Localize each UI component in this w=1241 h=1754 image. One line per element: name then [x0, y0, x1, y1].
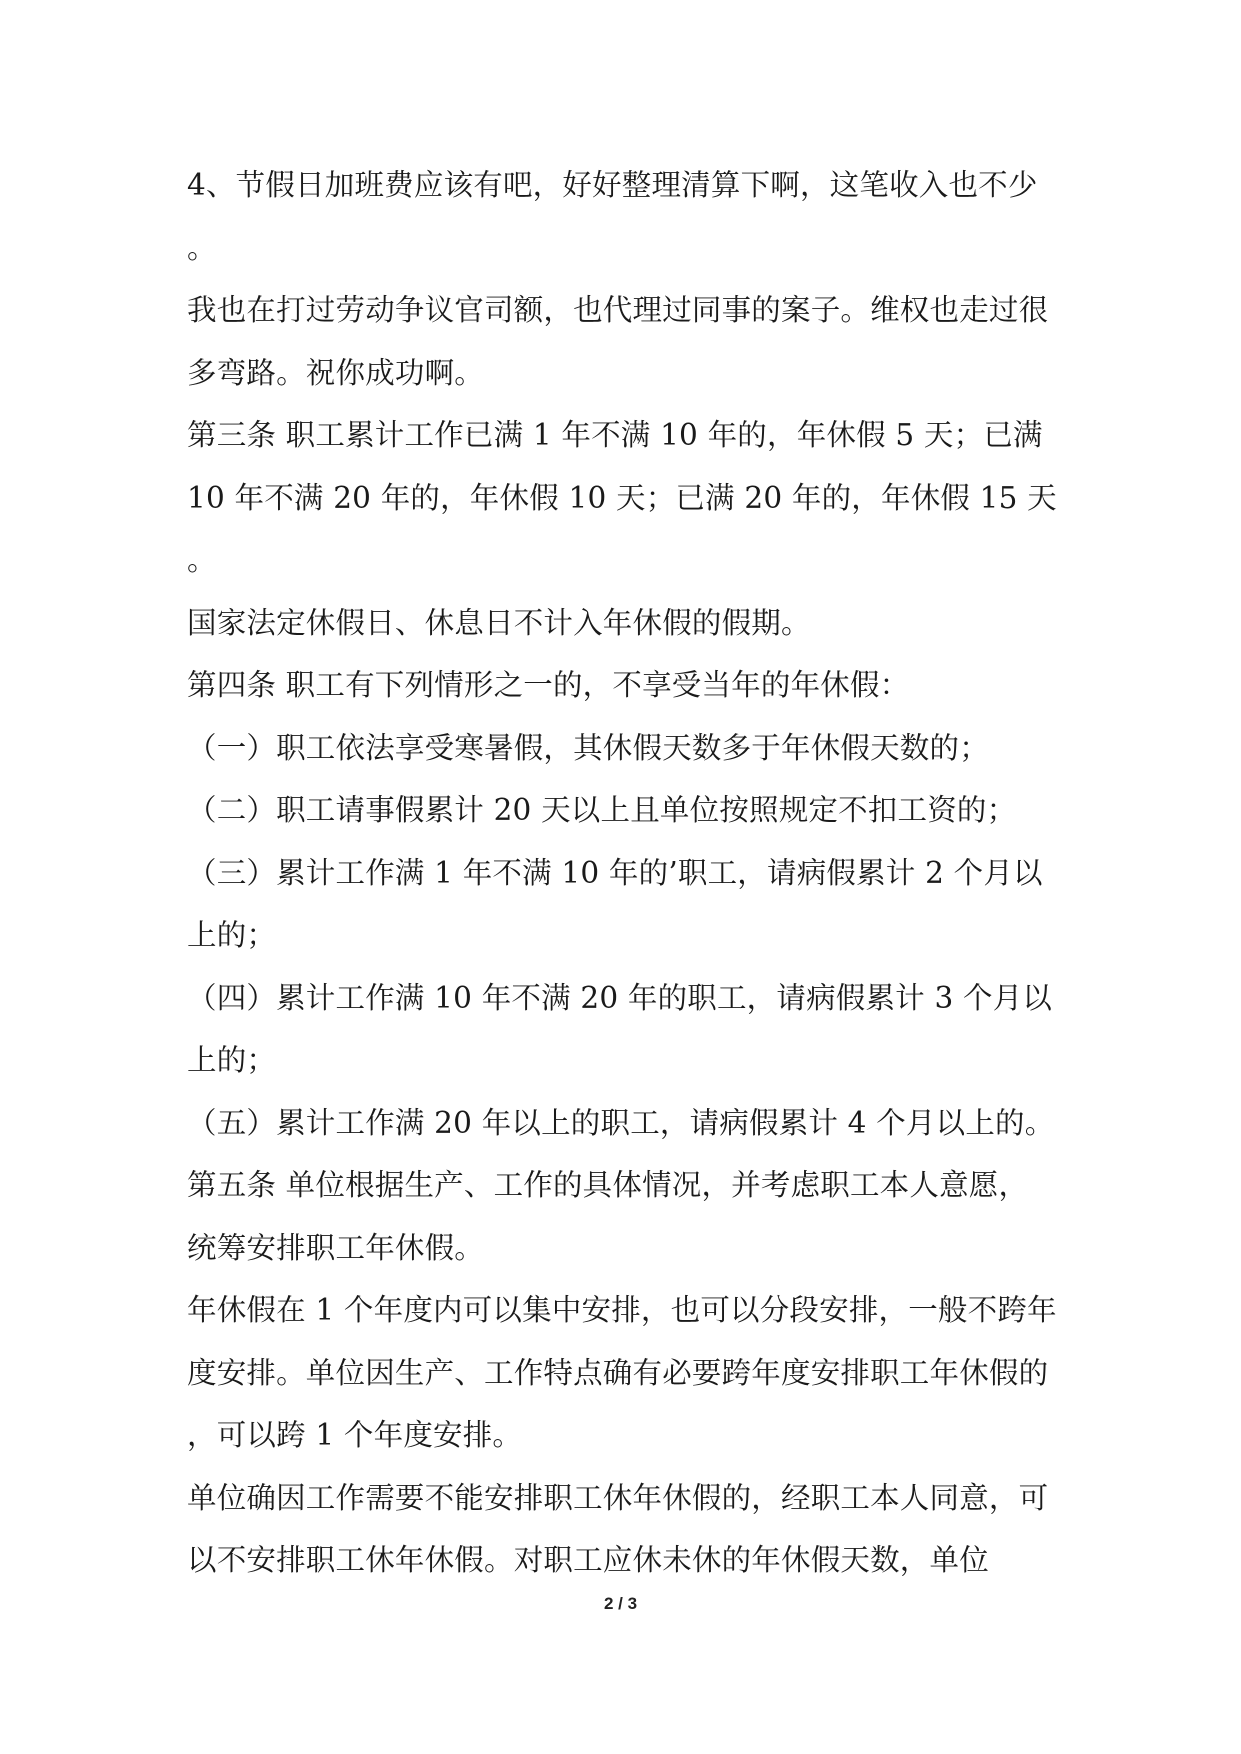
paragraph-labor-dispute: 我也在打过劳动争议官司额，也代理过同事的案子。维权也走过很多弯路。祝你成功啊。 — [187, 293, 1049, 390]
document-body — [187, 154, 1057, 1592]
list-item-2: （二）职工请事假累计 20 天以上且单位按照规定不扣工资的； — [187, 793, 1017, 827]
list-item-1: （一）职工依法享受寒暑假，其休假天数多于年休假天数的； — [187, 730, 989, 765]
paragraph-overtime-pay: 4、节假日加班费应该有吧，好好整理清算下啊，这笔收入也不少。 — [187, 168, 1038, 265]
list-item-4: （四）累计工作满 10 年不满 20 年的职工，请病假累计 3 个月以上的； — [187, 980, 1053, 1077]
page-number: 2 / 3 — [603, 1594, 638, 1613]
list-item-5: （五）累计工作满 20 年以上的职工，请病假累计 4 个月以上的。 — [187, 1105, 1055, 1140]
paragraph-holidays-excluded: 国家法定休假日、休息日不计入年休假的假期。 — [187, 605, 811, 640]
list-item-3: （三）累计工作满 1 年不满 10 年的’职工，请病假累计 2 个月以上的； — [187, 855, 1043, 952]
paragraph-article-3: 第三条 职工累计工作已满 1 年不满 10 年的，年休假 5 天；已满 10 年不满 20 年的，年休假 10 天；已满 20 年的，年休假 15 天。 — [187, 418, 1057, 577]
paragraph-article-5: 第五条 单位根据生产、工作的具体情况，并考虑职工本人意愿，统筹安排职工年休假。 — [187, 1168, 1029, 1265]
paragraph-annual-leave-scheduling: 年休假在 1 个年度内可以集中安排，也可以分段安排，一般不跨年度安排。单位因生产、工作特点确有必要跨年度安排职工年休假的，可以跨 1 个年度安排。 — [187, 1293, 1057, 1452]
paragraph-unused-leave: 单位确因工作需要不能安排职工休年休假的，经职工本人同意，可以不安排职工休年休假。对职工应休未休的年休假天数，单位 — [187, 1480, 1049, 1577]
paragraph-article-4: 第四条 职工有下列情形之一的，不享受当年的年休假： — [187, 668, 910, 702]
